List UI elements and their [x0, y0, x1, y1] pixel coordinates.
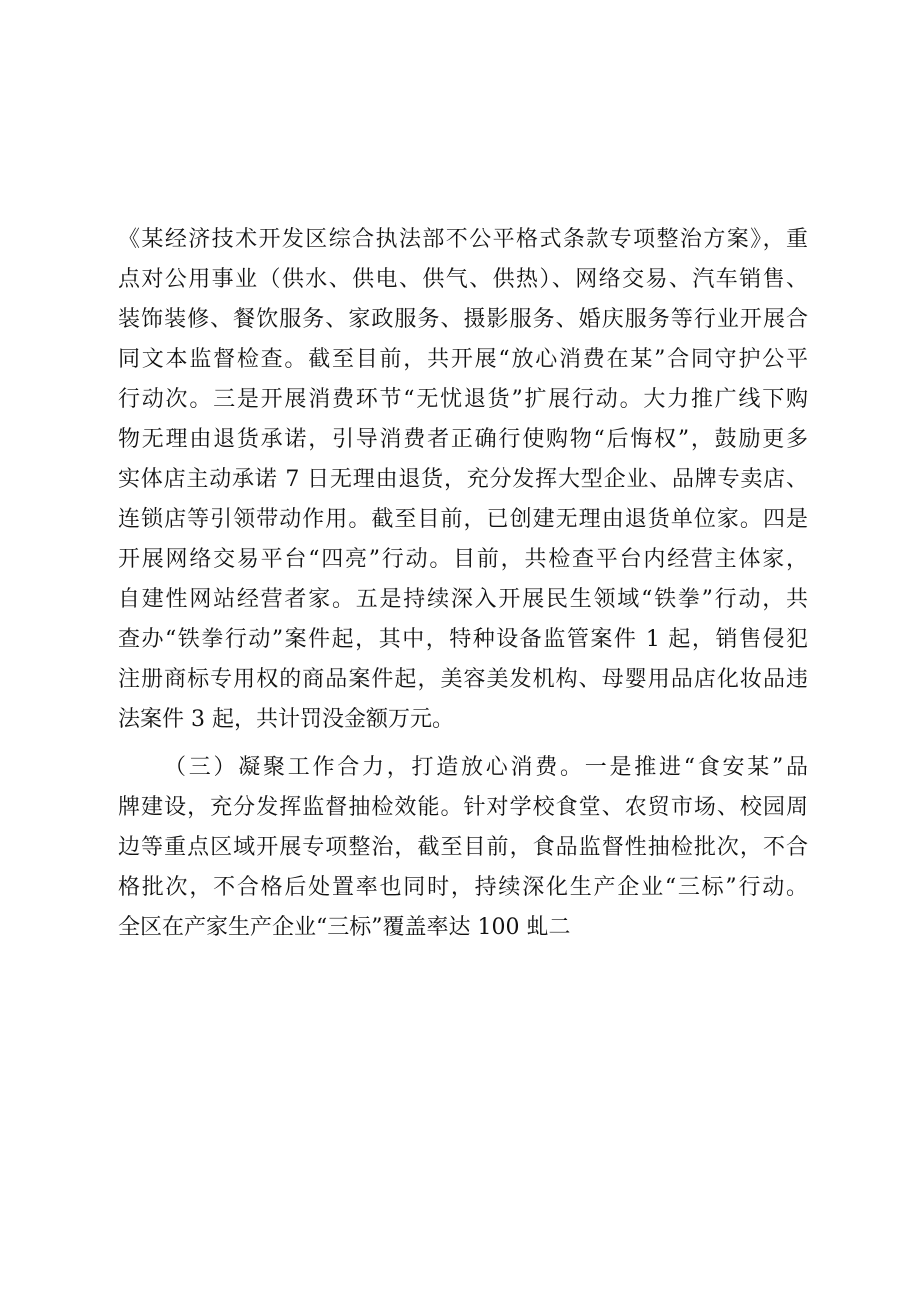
paragraph-line: 自建性网站经营者家。五是持续深入开展民生领域“铁拳”行动，共 — [118, 587, 808, 612]
paragraph-line: 装饰装修、餐饮服务、家政服务、摄影服务、婚庆服务等行业开展合 — [118, 307, 808, 332]
paragraph-line: 行动次。三是开展消费环节“无忧退货”扩展行动。大力推广线下购 — [118, 387, 808, 412]
paragraph-line: 法案件 3 起，共计罚没金额万元。 — [118, 707, 454, 732]
paragraph-line: 同文本监督检查。截至目前，共开展“放心消费在某”合同守护公平 — [118, 347, 808, 372]
paragraph-line: 边等重点区域开展专项整治，截至目前，食品监督性抽检批次，不合 — [118, 835, 808, 860]
paragraph-line: 点对公用事业（供水、供电、供气、供热）、网络交易、汽车销售、 — [118, 267, 808, 292]
paragraph-line: 查办“铁拳行动”案件起，其中，特种设备监管案件 1 起，销售侵犯 — [118, 627, 808, 652]
paragraph-line: 开展网络交易平台“四亮”行动。目前，共检查平台内经营主体家， — [118, 547, 808, 572]
paragraph-line: 全区在产家生产企业“三标”覆盖率达 100 虬二 — [118, 915, 571, 940]
paragraph-line: 注册商标专用权的商品案件起，美容美发机构、母婴用品店化妆品违 — [118, 667, 808, 692]
paragraph-line: 牌建设，充分发挥监督抽检效能。针对学校食堂、农贸市场、校园周 — [118, 795, 808, 820]
paragraph-line: （三）凝聚工作合力，打造放心消费。一是推进“食安某”品 — [164, 755, 808, 780]
paragraph-line: 格批次，不合格后处置率也同时，持续深化生产企业“三标”行动。 — [118, 875, 808, 900]
paragraph-line: 物无理由退货承诺，引导消费者正确行使购物“后悔权”，鼓励更多 — [118, 427, 808, 452]
paragraph-line: 连锁店等引领带动作用。截至目前，已创建无理由退货单位家。四是 — [118, 507, 808, 532]
paragraph-line: 实体店主动承诺 7 日无理由退货，充分发挥大型企业、品牌专卖店、 — [118, 467, 808, 492]
paragraph-line: 《某经济技术开发区综合执法部不公平格式条款专项整治方案》，重 — [118, 227, 808, 252]
